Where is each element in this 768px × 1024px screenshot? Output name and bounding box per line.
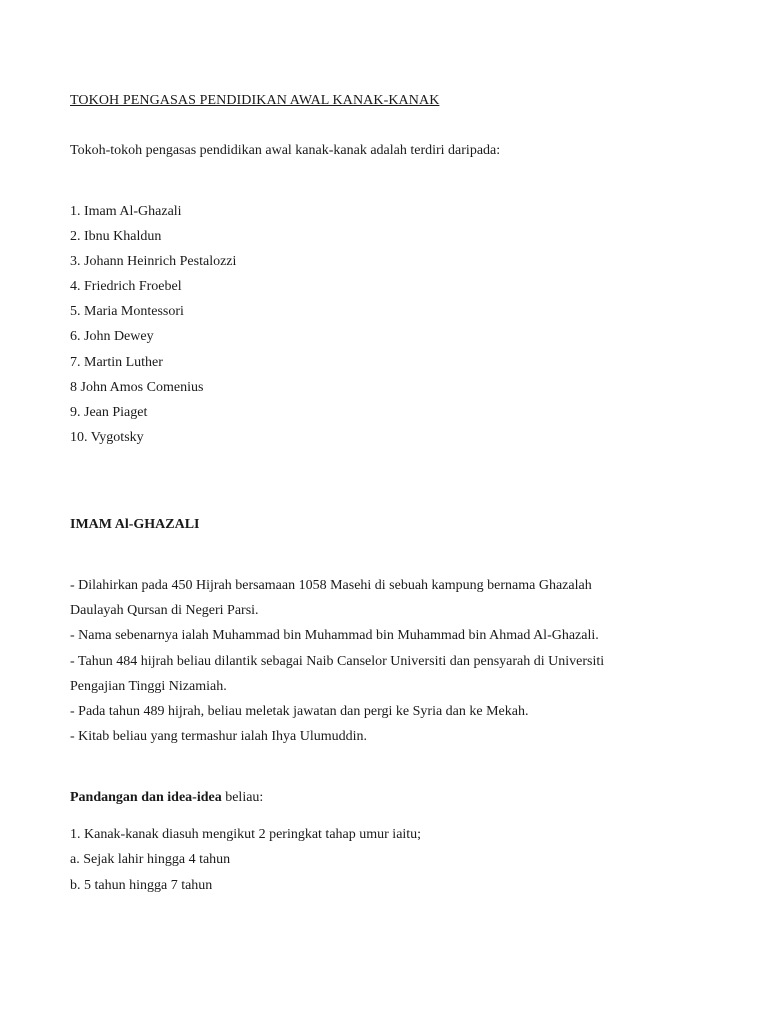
list-item: 1. Imam Al-Ghazali [70, 204, 182, 219]
views-heading [70, 789, 263, 807]
bio-line: Pengajian Tinggi Nizamiah. [70, 679, 227, 694]
view-line: 1. Kanak-kanak diasuh mengikut 2 peringkat tahap umur iaitu; [70, 827, 422, 842]
view-line: b. 5 tahun hingga 7 tahun [70, 878, 213, 893]
list-item: 10. Vygotsky [70, 430, 144, 445]
bio-line: - Dilahirkan pada 450 Hijrah bersamaan 1058 Masehi di sebuah kampung bernama Ghazalah [70, 578, 592, 593]
bio-line: - Pada tahun 489 hijrah, beliau meletak jawatan dan pergi ke Syria dan ke Mekah. [70, 704, 529, 719]
list-item: 3. Johann Heinrich Pestalozzi [70, 254, 237, 269]
list-item: 5. Maria Montessori [70, 304, 184, 319]
views-heading-rest: beliau: [221, 790, 264, 805]
list-item: 4. Friedrich Froebel [70, 279, 182, 294]
bio-line: - Nama sebenarnya ialah Muhammad bin Muhammad bin Muhammad bin Ahmad Al-Ghazali. [70, 628, 599, 643]
view-line: a. Sejak lahir hingga 4 tahun [70, 852, 231, 867]
list-item: 2. Ibnu Khaldun [70, 229, 162, 244]
document-title: TOKOH PENGASAS PENDIDIKAN AWAL KANAK-KANAK [70, 93, 440, 108]
bio-line: - Kitab beliau yang termashur ialah Ihya Ulumuddin. [70, 729, 368, 744]
list-item: 7. Martin Luther [70, 355, 163, 370]
list-item: 8 John Amos Comenius [70, 380, 204, 395]
bio-line: Daulayah Qursan di Negeri Parsi. [70, 603, 259, 618]
bio-line: - Tahun 484 hijrah beliau dilantik sebagai Naib Canselor Universiti dan pensyarah di Universiti [70, 654, 605, 669]
views-heading-bold: Pandangan dan idea-idea [70, 790, 222, 805]
section-heading: IMAM Al-GHAZALI [70, 517, 200, 532]
intro-paragraph: Tokoh-tokoh pengasas pendidikan awal kanak-kanak adalah terdiri daripada: [70, 143, 501, 158]
list-item: 6. John Dewey [70, 329, 154, 344]
list-item: 9. Jean Piaget [70, 405, 148, 420]
